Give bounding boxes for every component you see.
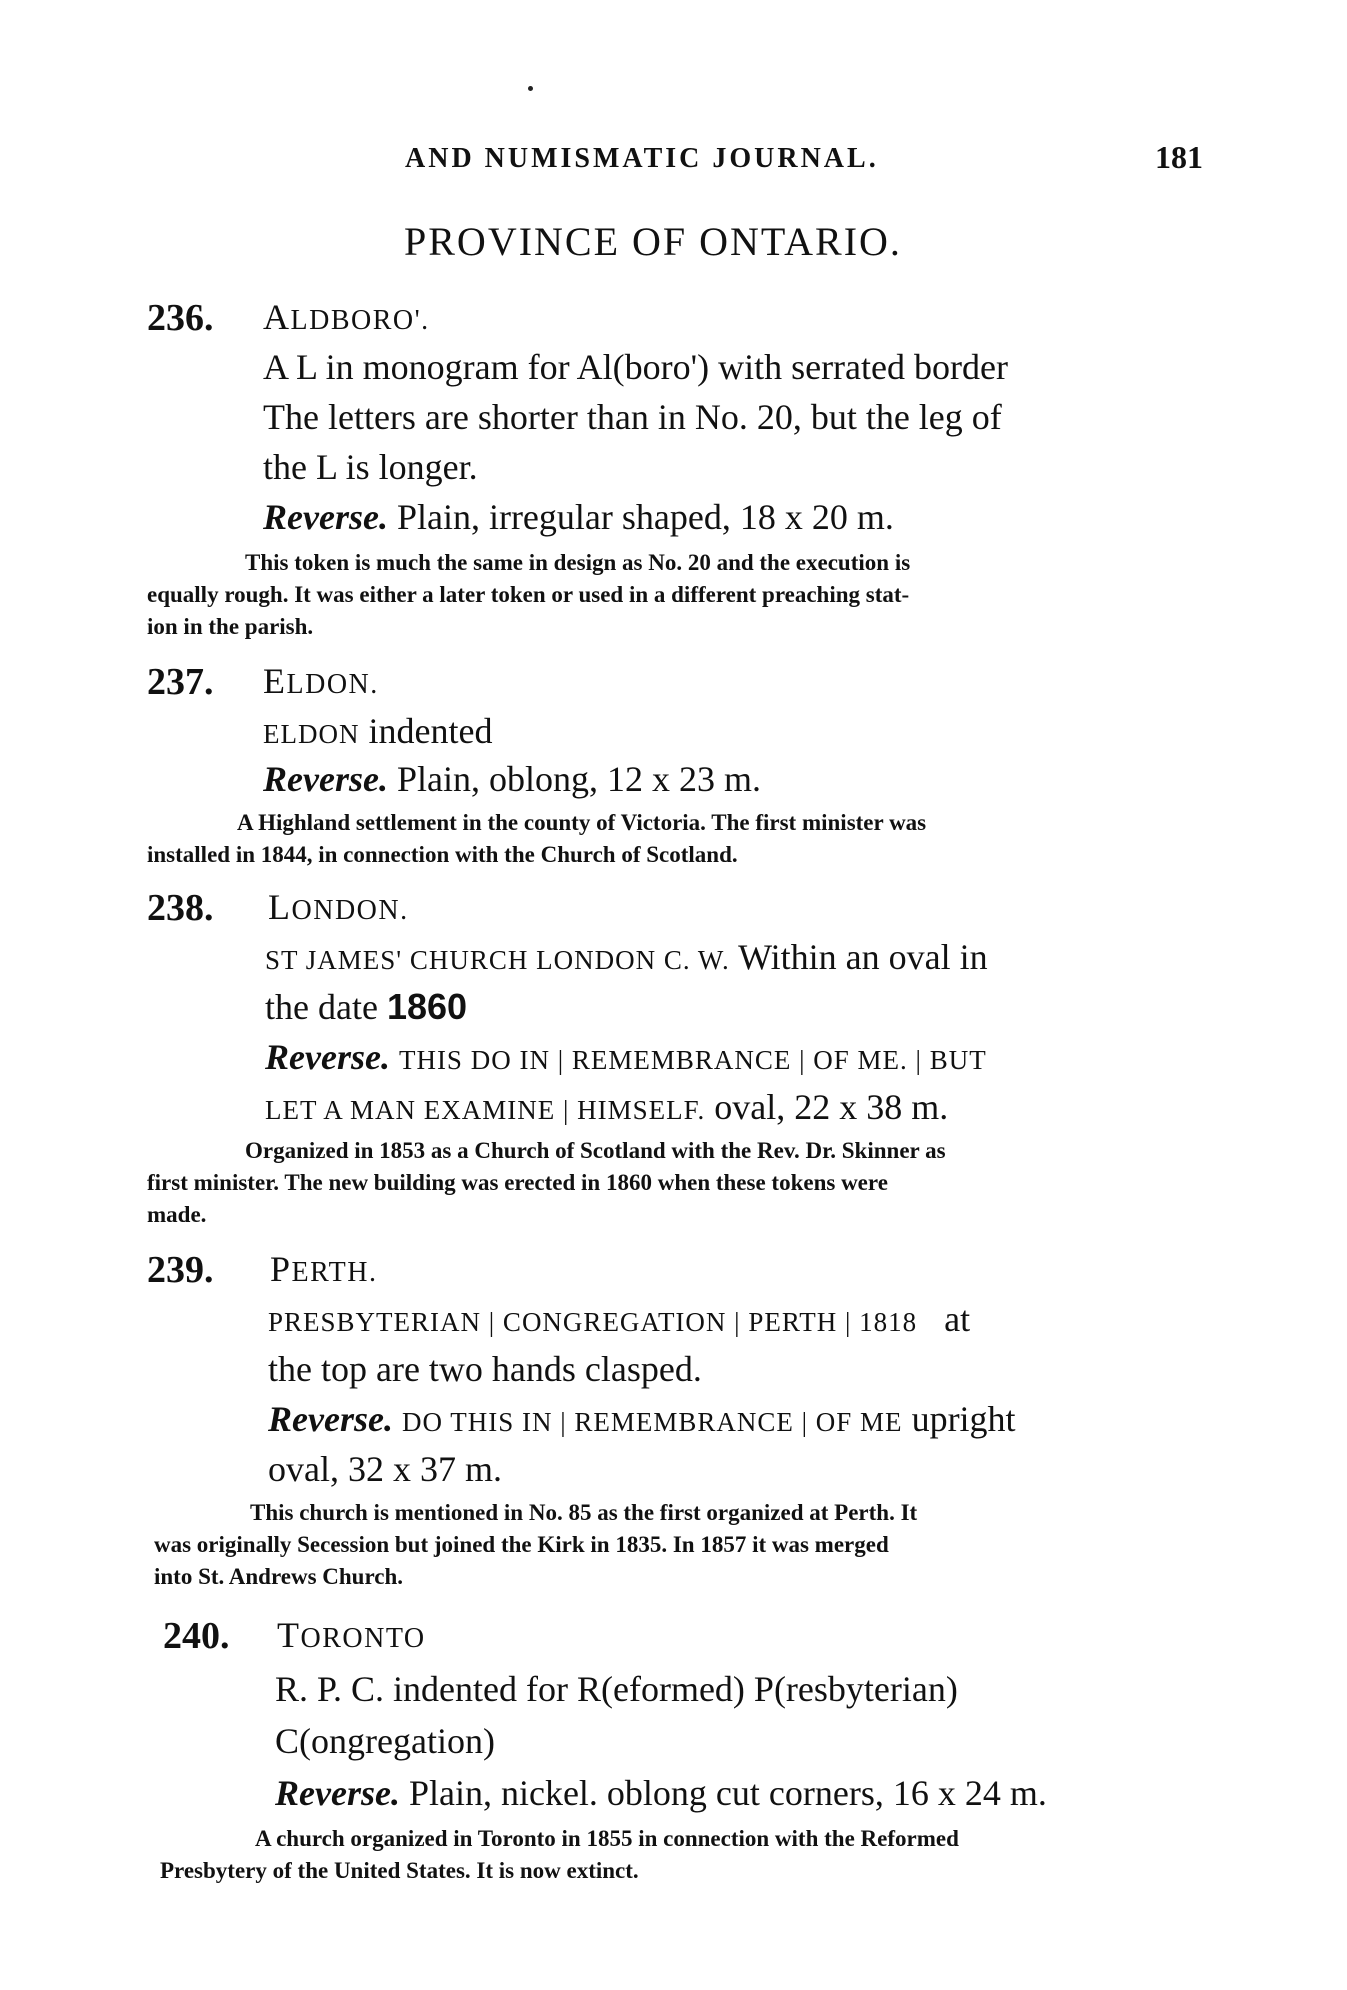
reverse-line: Reverse. Plain, nickel. oblong cut corners, 16 x 24 m. [275, 1773, 1047, 1813]
reverse-line: Reverse. DO THIS IN | REMEMBRANCE | OF ME upright [268, 1399, 1016, 1439]
entry-name: LONDON. [268, 887, 409, 927]
entry-number: 236. [147, 297, 214, 339]
reverse-line: Reverse. Plain, irregular shaped, 18 x 20 m. [263, 497, 894, 537]
reverse-line: LET A MAN EXAMINE | HIMSELF. oval, 22 x 38 m. [265, 1087, 949, 1127]
reverse-line: Reverse. THIS DO IN | REMEMBRANCE | OF ME. | BUT [265, 1037, 987, 1077]
entry-line: C(ongregation) [275, 1721, 495, 1761]
entry-number: 239. [147, 1249, 214, 1291]
entry-name: ELDON. [263, 661, 379, 701]
note-line: Presbytery of the United States. It is now extinct. [160, 1858, 639, 1883]
note-line: A Highland settlement in the county of Victoria. The first minister was [237, 810, 927, 835]
note-line: into St. Andrews Church. [154, 1564, 404, 1589]
note-line: made. [147, 1202, 207, 1227]
entry-name: PERTH. [270, 1249, 378, 1289]
entry-line: the L is longer. [263, 447, 478, 487]
note-line: first minister. The new building was erected in 1860 when these tokens were [147, 1170, 888, 1195]
print-speck [528, 86, 533, 91]
entry-name: TORONTO [277, 1615, 426, 1655]
note-line: A church organized in Toronto in 1855 in connection with the Reformed [255, 1826, 959, 1851]
entry-number: 240. [163, 1615, 230, 1657]
running-head: AND NUMISMATIC JOURNAL. [405, 143, 879, 174]
note-line: was originally Secession but joined the Kirk in 1835. In 1857 it was merged [154, 1532, 889, 1557]
entry-line: A L in monogram for Al(boro') with serrated border [263, 347, 1008, 387]
entry-line: R. P. C. indented for R(eformed) P(resbyterian) [275, 1669, 958, 1709]
entry-line: The letters are shorter than in No. 20, but the leg of [263, 397, 1002, 437]
note-line: This church is mentioned in No. 85 as the first organized at Perth. It [250, 1500, 918, 1525]
entry-line: oval, 32 x 37 m. [268, 1449, 502, 1489]
page-number: 181 [1155, 139, 1203, 175]
entry-line: the date 1860 [265, 986, 468, 1027]
reverse-line: Reverse. Plain, oblong, 12 x 23 m. [263, 759, 761, 799]
entry-line: ST JAMES' CHURCH LONDON C. W. Within an oval in [265, 937, 988, 977]
entry-line: the top are two hands clasped. [268, 1349, 702, 1389]
entry-line: ELDON indented [263, 711, 493, 751]
entry-name: ALDBORO'. [263, 297, 430, 337]
entry-line: PRESBYTERIAN | CONGREGATION | PERTH | 1818 at [268, 1299, 971, 1339]
note-line: This token is much the same in design as No. 20 and the execution is [245, 550, 911, 575]
note-line: equally rough. It was either a later token or used in a different preaching stat- [147, 582, 910, 607]
section-title: PROVINCE OF ONTARIO. [404, 219, 902, 264]
note-line: installed in 1844, in connection with the Church of Scotland. [147, 842, 738, 867]
note-line: ion in the parish. [147, 614, 314, 639]
entry-number: 238. [147, 887, 214, 929]
entry-number: 237. [147, 661, 214, 703]
note-line: Organized in 1853 as a Church of Scotland with the Rev. Dr. Skinner as [245, 1138, 946, 1163]
